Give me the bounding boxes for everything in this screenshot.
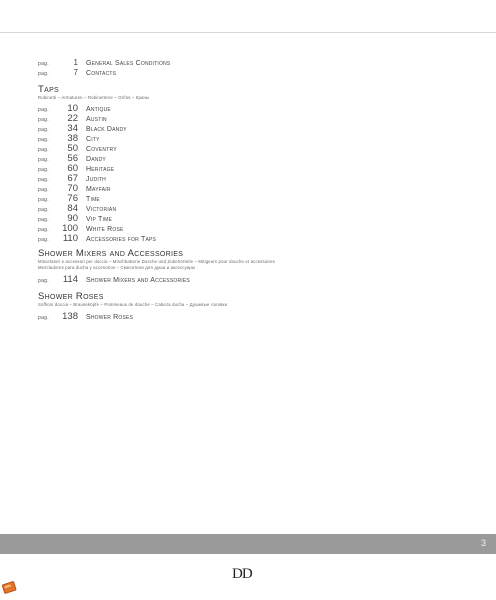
page-number: 114: [62, 274, 78, 285]
section-subtitle-shower-mixers-2: Mezcladores para ducha y accesorios – Смесители для душа и аксессуары: [38, 265, 196, 270]
section-heading-taps: Taps: [38, 84, 60, 95]
pag-label: pag.: [38, 315, 49, 321]
footer-bar: [0, 534, 496, 554]
pag-label: pag.: [38, 137, 49, 143]
page-number: 1: [73, 58, 78, 67]
pag-label: pag.: [38, 127, 49, 133]
toc-row[interactable]: [38, 214, 478, 224]
tag-icon[interactable]: [2, 580, 18, 594]
entry-title: Accessories for Taps: [86, 236, 157, 243]
pag-label: pag.: [38, 147, 49, 153]
section-subtitle-shower-roses: Soffioni doccia – Brauseköpfe – Pommeaux de douche – Cabeza ducha – Душевые головки: [38, 302, 228, 307]
toc-row[interactable]: [38, 114, 478, 124]
pag-label: pag.: [38, 157, 49, 163]
entry-title: Time: [86, 196, 100, 203]
toc-row[interactable]: [38, 134, 478, 144]
pag-label: pag.: [38, 107, 49, 113]
page-number: 34: [67, 123, 78, 134]
toc-row[interactable]: [38, 164, 478, 174]
page-number: 67: [67, 173, 78, 184]
toc-row[interactable]: [38, 204, 478, 214]
top-rule: [0, 32, 496, 33]
page-number: 110: [62, 233, 78, 244]
entry-title: White Rose: [86, 226, 124, 233]
section-subtitle-shower-mixers-1: Miscelatori e accessori per doccia – Mischbatterie Dusche und Zubehörteile – Mitigeurs pour douche et accessoires: [38, 259, 275, 264]
page-number: 56: [67, 153, 78, 164]
entry-title: Shower Roses: [86, 314, 134, 321]
toc-row-shower-mixers[interactable]: [38, 275, 478, 285]
pag-label: pag.: [38, 61, 49, 67]
pag-label: pag.: [38, 177, 49, 183]
entry-title: General Sales Conditions: [86, 60, 171, 67]
pag-label: pag.: [38, 187, 49, 193]
entry-title: Austin: [86, 116, 107, 123]
table-of-contents: [38, 58, 478, 322]
entry-title: Victorian: [86, 206, 117, 213]
pag-label: pag.: [38, 207, 49, 213]
brand-logo: DD: [232, 566, 252, 582]
entry-title: Dandy: [86, 156, 106, 163]
page-number: 7: [73, 68, 78, 77]
entry-title: Judith: [86, 176, 106, 183]
entry-title: Antique: [86, 106, 111, 113]
entry-title: Coventry: [86, 146, 117, 153]
toc-row[interactable]: [38, 184, 478, 194]
toc-row-shower-roses[interactable]: [38, 312, 478, 322]
pag-label: pag.: [38, 117, 49, 123]
pag-label: pag.: [38, 237, 49, 243]
page-number: 60: [67, 163, 78, 174]
toc-row[interactable]: [38, 124, 478, 134]
pag-label: pag.: [38, 227, 49, 233]
entry-title: Vip Time: [86, 216, 112, 223]
section-heading-shower-mixers: Shower Mixers and Accessories: [38, 248, 184, 259]
toc-row[interactable]: [38, 154, 478, 164]
section-subtitle-taps: Rubinetti – Armaturen – Robinetterie – Grifos – Краны: [38, 95, 150, 100]
page-number: 84: [67, 203, 78, 214]
pag-label: pag.: [38, 71, 49, 77]
page-number: 76: [67, 193, 78, 204]
entry-title: Contacts: [86, 70, 117, 77]
section-heading-shower-roses: Shower Roses: [38, 291, 104, 302]
toc-row[interactable]: [38, 174, 478, 184]
page-number: 100: [62, 223, 78, 234]
pag-label: pag.: [38, 197, 49, 203]
toc-row[interactable]: [38, 104, 478, 114]
entry-title: City: [86, 136, 100, 143]
pag-label: pag.: [38, 217, 49, 223]
entry-title: Black Dandy: [86, 126, 127, 133]
page-number: 50: [67, 143, 78, 154]
toc-row-general-sales[interactable]: [38, 58, 478, 68]
entry-title: Heritage: [86, 166, 115, 173]
page-number: 138: [62, 311, 78, 322]
pag-label: pag.: [38, 167, 49, 173]
entry-title: Shower Mixers and Accessories: [86, 277, 190, 284]
pag-label: pag.: [38, 278, 49, 284]
page-number: 22: [67, 113, 78, 124]
toc-row-contacts[interactable]: [38, 68, 478, 78]
page-number: 10: [67, 103, 78, 114]
page-number: 38: [67, 133, 78, 144]
entry-title: Mayfair: [86, 186, 111, 193]
toc-row[interactable]: [38, 234, 478, 244]
page-number: 70: [67, 183, 78, 194]
toc-row[interactable]: [38, 194, 478, 204]
page-number: 90: [67, 213, 78, 224]
toc-row[interactable]: [38, 224, 478, 234]
footer-page-number: 3: [480, 538, 486, 548]
toc-row[interactable]: [38, 144, 478, 154]
taps-list: [38, 104, 478, 244]
